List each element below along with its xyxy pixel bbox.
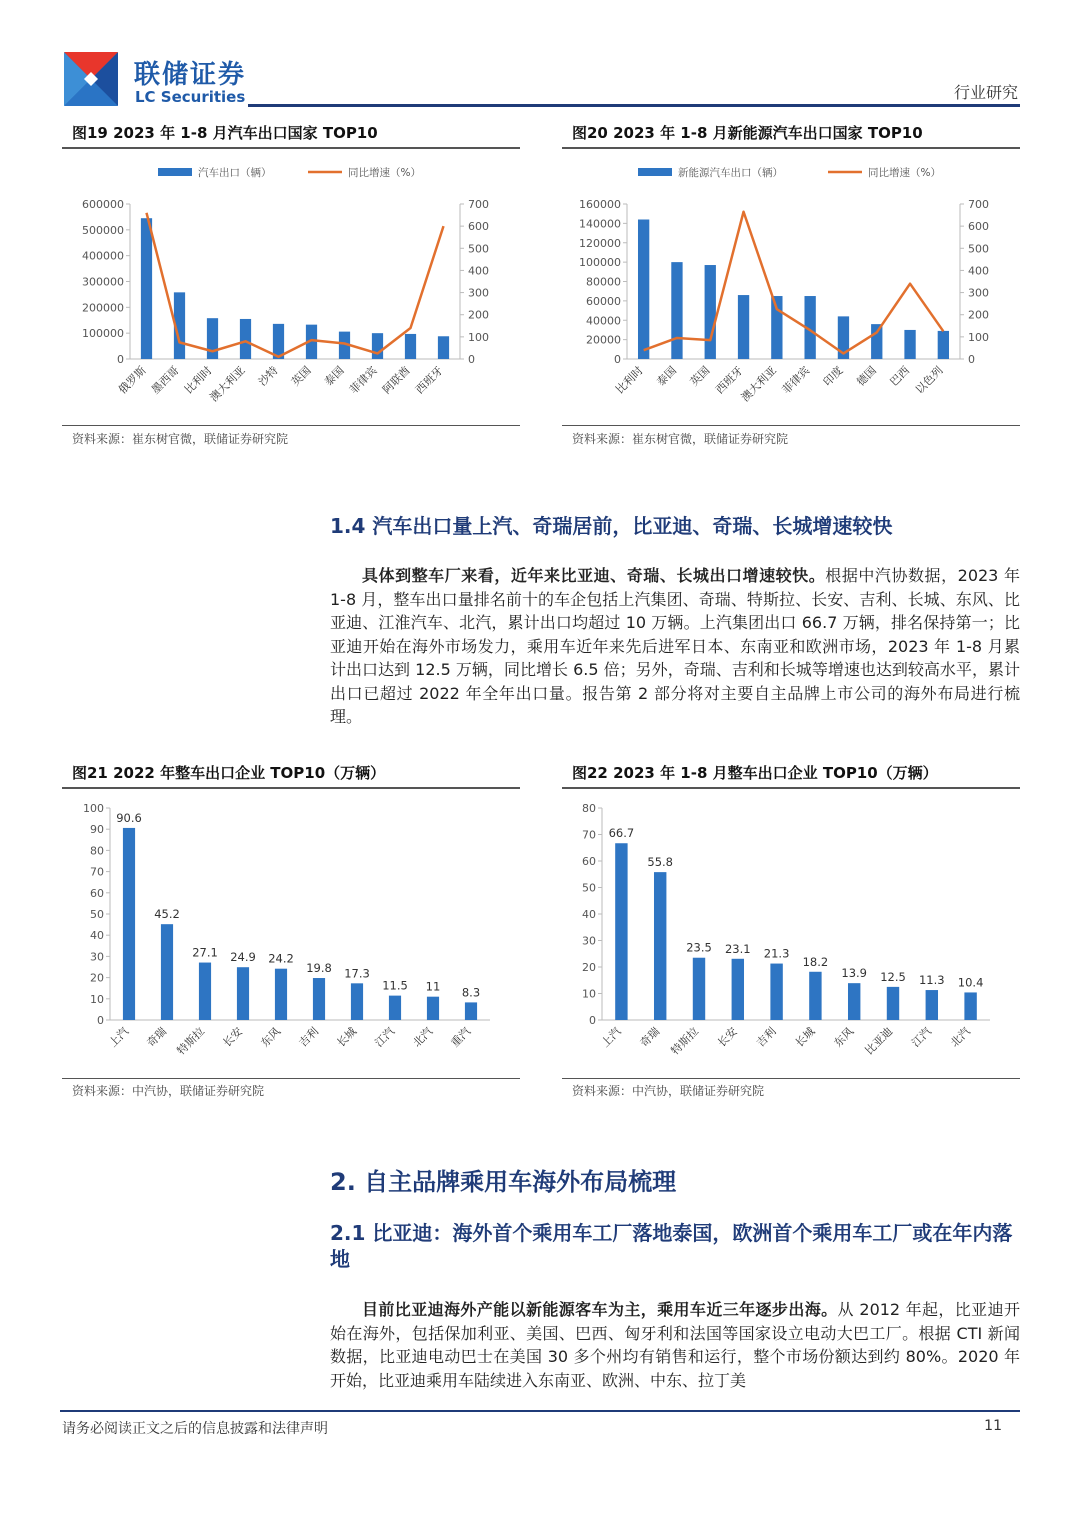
fig20-title: 图20 2023 年 1-8 月新能源汽车出口国家 TOP10 (572, 124, 923, 142)
fig22-y-tick-label: 30 (582, 934, 596, 948)
fig22-bar-label-9: 10.4 (957, 975, 984, 990)
fig20-source: 资料来源：崔东树官微，联储证券研究院 (572, 432, 789, 446)
fig21-source: 资料来源：中汽协，联储证券研究院 (72, 1084, 265, 1098)
fig19-legend-label-1: 同比增速（%） (348, 167, 421, 179)
fig22-y-tick-label: 10 (582, 987, 596, 1001)
fig22-bar-1 (654, 872, 666, 1020)
fig21-x-tick-label-3: 长安 (220, 1024, 246, 1050)
fig21-x-tick-label-9: 重汽 (448, 1024, 474, 1050)
fig19-chart (62, 152, 520, 424)
fig20-y-tick-label: 0 (614, 353, 621, 366)
fig19-bar-0 (141, 218, 152, 359)
fig22-y-tick-label: 80 (582, 802, 596, 815)
fig22-bar-2 (693, 958, 705, 1020)
fig22-bar-0 (615, 843, 627, 1020)
fig22-bar-3 (732, 959, 744, 1020)
fig20-bar-7 (871, 324, 882, 359)
fig21-bar-label-3: 24.9 (230, 950, 256, 965)
fig19-y2-tick-label: 100 (468, 330, 489, 344)
fig22-source: 资料来源：中汽协，联储证券研究院 (572, 1084, 765, 1098)
fig19-x-tick-label-1: 墨西哥 (149, 363, 182, 397)
fig19-x-tick-label-9: 西班牙 (413, 363, 446, 397)
fig20-y2-tick-label: 0 (968, 353, 975, 366)
fig22-bar-label-0: 66.7 (608, 826, 635, 841)
fig20-x-tick-label-9: 以色列 (912, 363, 946, 397)
fig21-x-tick-label-0: 上汽 (106, 1024, 132, 1050)
fig20-bar-1 (671, 262, 682, 359)
fig21-x-tick-label-6: 长城 (334, 1024, 360, 1050)
fig20-y2-tick-label: 700 (968, 198, 989, 211)
fig21-bar-7 (389, 996, 401, 1020)
fig21-bar-label-8: 11 (425, 979, 441, 994)
fig20-x-tick-label-2: 英国 (687, 363, 713, 389)
fig22-x-tick-label-6: 东风 (831, 1024, 857, 1050)
fig22-top-rule (562, 787, 1020, 789)
fig20-x-tick-label-6: 印度 (820, 363, 846, 389)
fig19-y2-tick-label: 500 (468, 242, 489, 256)
fig19-y2-tick-label: 400 (468, 264, 489, 278)
fig20-y-tick-label: 100000 (579, 256, 621, 270)
section-1-4-paragraph (330, 564, 1020, 729)
section-2-1-heading: 2.1 比亚迪：海外首个乘用车工厂落地泰国，欧洲首个乘用车工厂或在年内落地 (330, 1221, 1013, 1271)
fig22-bar-label-8: 11.3 (918, 973, 945, 988)
fig20-x-tick-label-1: 泰国 (654, 363, 680, 389)
fig22-bar-7 (887, 987, 899, 1020)
fig20-legend-label-0: 新能源汽车出口（辆） (678, 167, 783, 179)
fig19-growth-line (147, 213, 444, 357)
fig19-y2-tick-label: 200 (468, 308, 489, 322)
fig22-bar-4 (770, 964, 782, 1020)
fig19-bar-8 (405, 334, 416, 359)
fig21-bar-1 (161, 924, 173, 1020)
fig19-source: 资料来源：崔东树官微，联储证券研究院 (72, 432, 289, 446)
fig20-y2-tick-label: 500 (968, 242, 989, 256)
footer-disclaimer: 请务必阅读正文之后的信息披露和法律声明 (62, 1421, 328, 1437)
fig22-y-tick-label: 50 (582, 881, 596, 895)
fig19-x-tick-label-0: 俄罗斯 (116, 363, 149, 397)
fig22-x-tick-label-0: 上汽 (598, 1024, 624, 1050)
fig21-bar-label-2: 27.1 (192, 945, 218, 960)
fig21-x-tick-label-7: 江汽 (372, 1024, 398, 1050)
fig22-chart (562, 792, 1020, 1076)
fig20-y2-tick-label: 300 (968, 286, 989, 300)
fig20-y2-tick-label: 600 (968, 220, 989, 234)
section-1-4-heading: 1.4 汽车出口量上汽、奇瑞居前，比亚迪、奇瑞、长城增速较快 (330, 514, 893, 538)
fig20-bottom-rule (562, 425, 1020, 426)
fig22-x-tick-label-9: 北汽 (947, 1024, 973, 1050)
fig21-x-tick-label-5: 吉利 (296, 1024, 322, 1050)
fig21-bar-4 (275, 969, 287, 1020)
fig20-y-tick-label: 120000 (579, 236, 621, 250)
fig22-bar-label-4: 21.3 (763, 946, 790, 961)
fig20-bar-9 (938, 331, 949, 359)
fig22-x-tick-label-2: 特斯拉 (668, 1024, 702, 1058)
fig22-y-tick-label: 0 (589, 1014, 596, 1027)
fig21-y-tick-label: 50 (90, 908, 104, 921)
fig22-x-tick-label-1: 奇瑞 (637, 1024, 663, 1050)
fig22-bar-label-1: 55.8 (647, 855, 674, 870)
fig19-y-tick-label: 400000 (82, 249, 124, 263)
brand-name-cn: 联储证券 (134, 60, 247, 90)
fig20-bar-0 (638, 220, 649, 360)
fig19-y2-tick-label: 300 (468, 286, 489, 300)
fig19-x-tick-label-3: 澳大利亚 (207, 363, 248, 405)
fig22-bar-9 (964, 992, 976, 1020)
fig19-top-rule (62, 147, 520, 149)
lc-securities-logo (64, 52, 118, 106)
fig20-legend-label-1: 同比增速（%） (868, 167, 941, 179)
fig19-y-tick-label: 200000 (82, 301, 124, 315)
section-1-4-lead: 具体到整车厂来看，近年来比亚迪、奇瑞、长城出口增速较快。 (362, 566, 826, 585)
fig21-bar-0 (123, 828, 135, 1020)
fig20-x-tick-label-8: 巴西 (887, 363, 913, 389)
fig19-y-tick-label: 500000 (82, 223, 124, 237)
fig22-bar-8 (926, 990, 938, 1020)
fig19-x-tick-label-8: 阿联酋 (380, 363, 413, 397)
fig19-x-tick-label-7: 菲律宾 (347, 363, 380, 397)
fig20-y-tick-label: 160000 (579, 198, 621, 211)
fig22-y-tick-label: 40 (582, 908, 596, 921)
fig19-bar-3 (240, 319, 251, 359)
fig21-y-tick-label: 70 (90, 865, 104, 879)
fig21-title: 图21 2022 年整车出口企业 TOP10（万辆） (72, 764, 386, 782)
fig21-bar-9 (465, 1002, 477, 1020)
fig21-chart (62, 792, 520, 1076)
fig21-bottom-rule (62, 1078, 520, 1079)
fig20-y-tick-label: 40000 (586, 314, 621, 328)
fig21-y-tick-label: 10 (90, 992, 104, 1006)
fig22-x-tick-label-4: 吉利 (753, 1024, 779, 1050)
fig19-y-tick-label: 600000 (82, 198, 124, 211)
fig20-y-tick-label: 20000 (586, 333, 621, 347)
fig22-bar-6 (848, 983, 860, 1020)
brand-name-en: LC Securities (135, 88, 246, 106)
fig19-bar-7 (372, 333, 383, 359)
fig21-x-tick-label-1: 奇瑞 (144, 1024, 170, 1050)
fig21-bar-label-4: 24.2 (268, 951, 294, 966)
fig20-y2-tick-label: 400 (968, 264, 989, 278)
section-2-heading: 2. 自主品牌乘用车海外布局梳理 (330, 1168, 677, 1196)
fig20-legend-bar-swatch (638, 168, 672, 176)
fig19-legend-bar-swatch (158, 168, 192, 176)
fig22-bar-label-5: 18.2 (802, 954, 829, 969)
fig22-x-tick-label-5: 长城 (792, 1024, 818, 1050)
fig20-x-tick-label-5: 菲律宾 (779, 363, 813, 397)
fig19-x-tick-label-4: 沙特 (255, 363, 281, 389)
fig22-x-tick-label-7: 比亚迪 (862, 1024, 896, 1058)
fig22-y-tick-label: 70 (582, 828, 596, 842)
fig19-title: 图19 2023 年 1-8 月汽车出口国家 TOP10 (72, 124, 378, 142)
section-2-1-body: 从 2012 年起，比亚迪开始在海外，包括保加利亚、美国、巴西、匈牙利和法国等国家设立电动大巴工厂。根据 CTI 新闻数据，比亚迪电动巴士在美国 30 多个州均有销售和运行，整个市场份额达到约 80%。2020 年开始，比亚迪乘用车陆续进入东南亚、欧洲、中东、拉丁美 (330, 1300, 1020, 1390)
fig22-y-tick-label: 20 (582, 961, 596, 974)
fig20-top-rule (562, 147, 1020, 149)
fig20-chart (562, 152, 1020, 424)
fig19-bar-9 (438, 336, 449, 359)
fig21-bar-label-1: 45.2 (154, 907, 180, 922)
fig21-bar-label-6: 17.3 (344, 966, 370, 981)
fig20-bar-2 (705, 265, 716, 359)
fig22-bar-label-2: 23.5 (686, 940, 712, 955)
fig19-y2-tick-label: 700 (468, 198, 489, 211)
fig20-growth-line (644, 212, 944, 354)
header-rule (248, 104, 1020, 107)
fig21-y-tick-label: 0 (97, 1014, 104, 1027)
fig20-x-tick-label-7: 德国 (854, 363, 879, 389)
fig22-title: 图22 2023 年 1-8 月整车出口企业 TOP10（万辆） (572, 764, 938, 782)
fig19-x-tick-label-5: 英国 (288, 363, 314, 389)
fig19-y-tick-label: 300000 (82, 275, 124, 289)
footer-rule (60, 1410, 1020, 1412)
fig20-bar-3 (738, 295, 749, 359)
fig21-bar-8 (427, 997, 439, 1020)
fig19-y2-tick-label: 0 (468, 353, 475, 366)
fig20-y2-tick-label: 200 (968, 308, 989, 322)
fig22-bar-label-6: 13.9 (841, 966, 868, 981)
fig22-bar-label-7: 12.5 (880, 969, 906, 984)
fig20-x-tick-label-4: 澳大利亚 (738, 363, 779, 405)
fig21-y-tick-label: 40 (90, 929, 104, 943)
fig21-bar-label-0: 90.6 (116, 810, 142, 825)
fig20-x-tick-label-0: 比利时 (613, 363, 646, 397)
fig21-bar-label-5: 19.8 (306, 961, 332, 976)
fig22-bottom-rule (562, 1078, 1020, 1079)
fig20-y-tick-label: 140000 (579, 217, 621, 231)
fig19-x-tick-label-2: 比利时 (182, 363, 215, 397)
fig21-y-tick-label: 90 (90, 823, 104, 837)
fig21-x-tick-label-4: 东风 (258, 1024, 284, 1050)
section-1-4-body: 根据中汽协数据，2023 年 1-8 月，整车出口量排名前十的车企包括上汽集团、奇瑞、特斯拉、长安、吉利、长城、东风、比亚迪、江淮汽车、北汽，累计出口均超过 10 万辆。上汽集团出口 66.7 万辆，排名保持第一；比亚迪开始在海外市场发力，乘用车近年来先后进军日本、东南亚和欧洲市场，2023 年 1-8 月累计出口达到 12.5 万辆，同比增长 6.5 倍；另外，奇瑞、吉利和长城等增速也达到较高水平，累计出口已超过 2022 年全年出口量。报告第 2 部分将对主要自主品牌上市公司的海外布局进行梳理。 (330, 566, 1020, 726)
fig21-bar-5 (313, 978, 325, 1020)
fig22-bar-label-3: 23.1 (724, 941, 751, 956)
fig22-bar-5 (809, 972, 821, 1020)
section-2-1-lead: 目前比亚迪海外产能以新能源客车为主，乘用车近三年逐步出海。 (362, 1300, 838, 1319)
fig21-x-tick-label-2: 特斯拉 (174, 1024, 208, 1058)
fig20-bar-8 (904, 330, 915, 359)
fig21-x-tick-label-8: 北汽 (410, 1024, 436, 1050)
fig21-y-tick-label: 30 (90, 950, 104, 964)
page-number: 11 (984, 1418, 1002, 1434)
fig21-top-rule (62, 787, 520, 789)
fig21-y-tick-label: 20 (90, 971, 104, 985)
fig21-bar-3 (237, 967, 249, 1020)
fig20-y2-tick-label: 100 (968, 330, 989, 344)
fig19-x-tick-label-6: 泰国 (321, 363, 347, 389)
section-2-1-paragraph (330, 1298, 1020, 1392)
fig20-y-tick-label: 80000 (586, 275, 621, 289)
fig21-bar-6 (351, 983, 363, 1020)
fig21-y-tick-label: 100 (83, 802, 104, 815)
fig22-x-tick-label-8: 江汽 (909, 1024, 934, 1050)
fig21-y-tick-label: 60 (90, 886, 104, 900)
fig20-y-tick-label: 60000 (586, 294, 621, 308)
fig19-y2-tick-label: 600 (468, 220, 489, 234)
fig22-x-tick-label-3: 长安 (715, 1024, 740, 1050)
fig19-y-tick-label: 100000 (82, 327, 124, 341)
fig21-bar-2 (199, 963, 211, 1020)
fig19-legend-label-0: 汽车出口（辆） (198, 167, 272, 179)
fig19-bottom-rule (62, 425, 520, 426)
fig21-bar-label-7: 11.5 (382, 978, 408, 993)
fig22-y-tick-label: 60 (582, 855, 596, 868)
report-category: 行业研究 (953, 83, 1018, 102)
fig21-bar-label-9: 8.3 (461, 985, 481, 1000)
fig20-x-tick-label-3: 西班牙 (713, 363, 746, 397)
fig19-bar-2 (207, 318, 218, 359)
fig21-y-tick-label: 80 (90, 844, 104, 858)
fig19-y-tick-label: 0 (117, 353, 124, 366)
